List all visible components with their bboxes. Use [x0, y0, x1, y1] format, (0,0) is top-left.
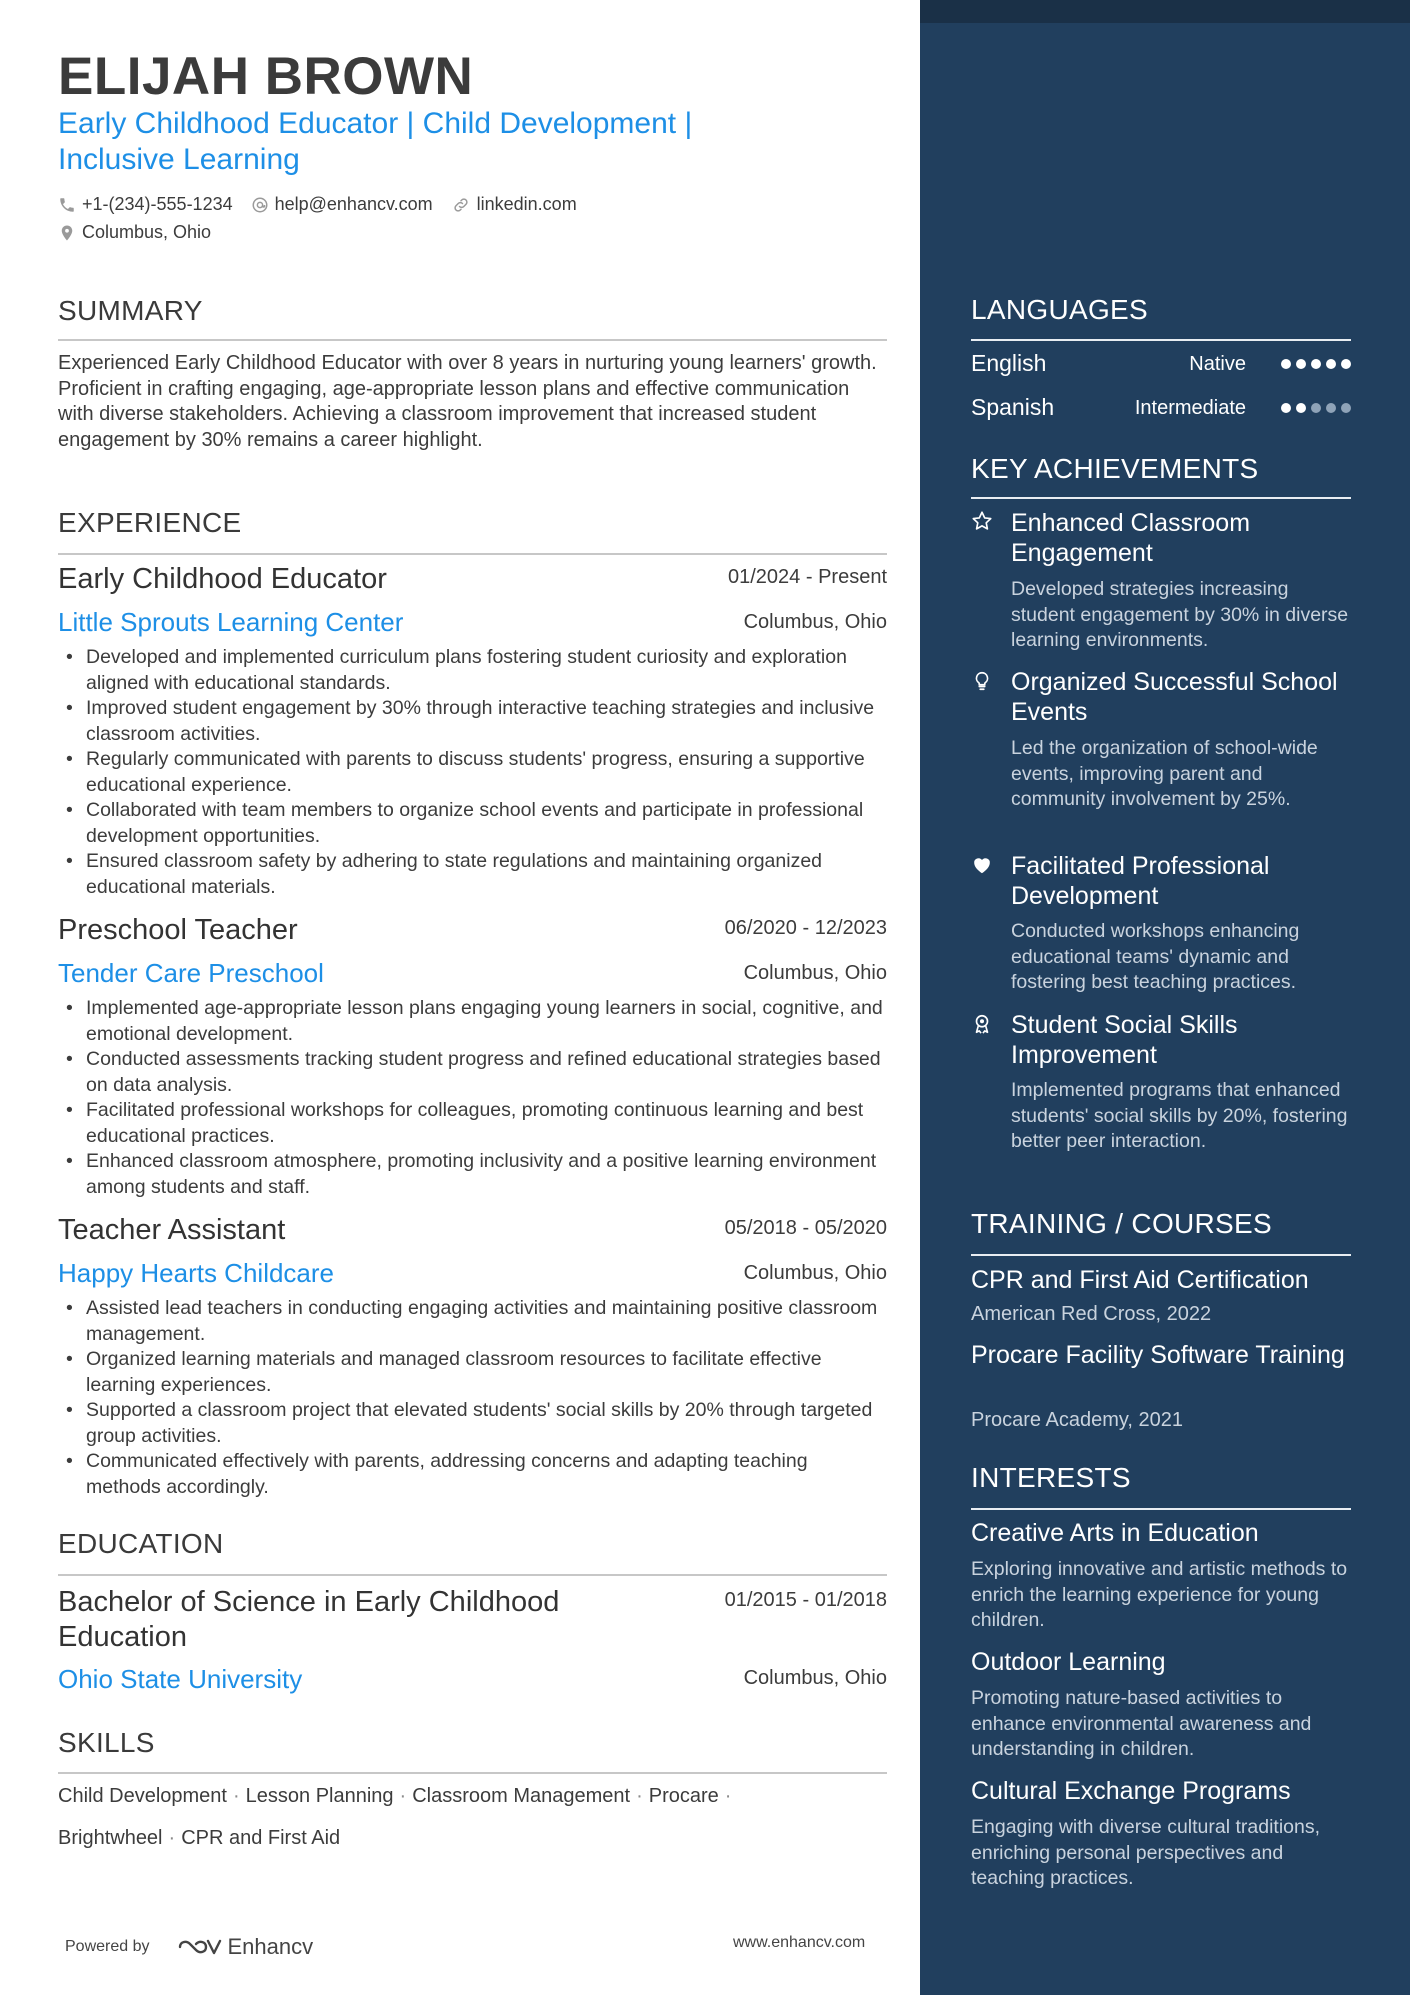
skill-item: Classroom Management [412, 1785, 631, 1807]
contact-phone [58, 194, 233, 215]
rating-dot [1296, 403, 1306, 413]
email-text[interactable]: help@enhancv.com [274, 194, 433, 214]
course-title: CPR and First Aid Certification [971, 1266, 1309, 1294]
course-provider: Procare Academy, 2021 [971, 1409, 1183, 1431]
bullet-item: • Enhanced classroom atmosphere, promoting inclusivity and a positive learning environment among students and staff. [86, 1149, 887, 1200]
rating-dot [1311, 359, 1321, 369]
bullet-item: • Conducted assessments tracking student progress and refined educational strategies based on data analysis. [86, 1047, 887, 1098]
company-name[interactable]: Little Sprouts Learning Center [58, 607, 404, 637]
job-location: Columbus, Ohio [743, 962, 887, 984]
skill-item: Procare [648, 1785, 719, 1807]
job-dates: 05/2018 - 05/2020 [724, 1217, 887, 1239]
language-name: Spanish [971, 394, 1055, 420]
at-icon [251, 196, 269, 214]
job-title: Teacher Assistant [58, 1214, 286, 1246]
bullet-item: • Assisted lead teachers in conducting engaging activities and maintaining positive classroom management. [86, 1296, 887, 1347]
link-icon [451, 196, 471, 214]
interests-divider [971, 1508, 1351, 1510]
rating-dot [1326, 403, 1336, 413]
achievements-title: KEY ACHIEVEMENTS [971, 453, 1259, 484]
interest-desc: Engaging with diverse cultural traditions, enriching personal perspectives and teaching practices. [971, 1816, 1321, 1889]
bullet-item: • Collaborated with team members to organize school events and participate in professional development opportunities. [86, 798, 887, 849]
skill-item: Lesson Planning [245, 1785, 394, 1807]
rating-dot [1311, 403, 1321, 413]
job-bullets [58, 1296, 887, 1500]
rating-dot [1281, 403, 1291, 413]
award-icon [971, 1012, 993, 1036]
rating-dot [1326, 359, 1336, 369]
rating-dot [1341, 359, 1351, 369]
skills-title: SKILLS [58, 1727, 155, 1758]
lightbulb-icon [971, 669, 993, 693]
summary-text: Experienced Early Childhood Educator with over 8 years in nurturing young learners' growth. Proficient in crafting engaging, age-appropriate lesson plans and effective communication with diverse stakeholders. Achieving a classroom improvement that increased student engagement by 30% remains a career highlight. [58, 352, 877, 451]
skills-list: Child Development · Lesson Planning · Classroom Management · Procare · Brightwheel · CPR and First Aid [58, 1785, 732, 1849]
skill-item: Brightwheel [58, 1827, 163, 1849]
experience-title: EXPERIENCE [58, 507, 242, 538]
course-title: Procare Facility Software Training [971, 1341, 1345, 1369]
education-divider [58, 1574, 887, 1576]
job-bullets [58, 996, 887, 1200]
bullet-item: • Improved student engagement by 30% through interactive teaching strategies and inclusive classroom activities. [86, 696, 887, 747]
bullet-item: • Facilitated professional workshops for colleagues, promoting continuous learning and best educational practices. [86, 1098, 887, 1149]
phone-text[interactable]: +1-(234)-555-1234 [82, 194, 233, 214]
language-name: English [971, 350, 1047, 376]
language-level: Native [1189, 353, 1246, 375]
contact-row [58, 194, 595, 215]
job-dates: 06/2020 - 12/2023 [724, 917, 887, 939]
bullet-item: • Ensured classroom safety by adhering to state regulations and maintaining organized educational materials. [86, 849, 887, 900]
interest-title: Outdoor Learning [971, 1648, 1166, 1676]
achievements-divider [971, 497, 1351, 499]
education-location: Columbus, Ohio [743, 1667, 887, 1689]
location-text: Columbus, Ohio [82, 222, 212, 242]
achievement-title: Organized Successful School Events [1011, 668, 1338, 726]
footer-powered [65, 1934, 313, 1960]
skill-item: CPR and First Aid [181, 1827, 341, 1849]
contact-linkedin [451, 194, 577, 215]
rating-dot [1341, 403, 1351, 413]
skills-divider [58, 1772, 887, 1774]
summary-divider [58, 339, 887, 341]
skill-item: Child Development [58, 1785, 227, 1807]
bullet-item: • Regularly communicated with parents to discuss students' progress, ensuring a supportive educational experience. [86, 747, 887, 798]
contact-email [251, 194, 433, 215]
job-title: Preschool Teacher [58, 914, 298, 946]
job-bullets [58, 645, 887, 900]
job-dates: 01/2024 - Present [728, 566, 887, 588]
achievement-title: Enhanced Classroom Engagement [1011, 509, 1251, 567]
language-level: Intermediate [1134, 397, 1246, 419]
achievement-desc: Implemented programs that enhanced students' social skills by 20%, fostering better peer interaction. [1011, 1079, 1348, 1152]
interest-desc: Promoting nature-based activities to enhance environmental awareness and understanding in children. [971, 1687, 1312, 1760]
headline: Early Childhood Educator | Child Development | Inclusive Learning [58, 107, 693, 176]
location-item [58, 222, 211, 243]
achievement-title: Facilitated Professional Development [1011, 852, 1270, 910]
languages-divider [971, 339, 1351, 341]
achievement-desc: Led the organization of school-wide events, improving parent and community involvement by 25%. [1011, 737, 1318, 810]
languages-title: LANGUAGES [971, 294, 1148, 325]
achievement-desc: Developed strategies increasing student engagement by 30% in diverse learning environments. [1011, 578, 1349, 651]
summary-title: SUMMARY [58, 295, 203, 326]
location-pin-icon [58, 224, 76, 242]
phone-icon [58, 196, 76, 214]
achievement-title: Student Social Skills Improvement [1011, 1011, 1238, 1069]
course-provider: American Red Cross, 2022 [971, 1303, 1212, 1325]
rating-dot [1281, 359, 1291, 369]
interest-desc: Exploring innovative and artistic methods to enrich the learning experience for young children. [971, 1558, 1348, 1631]
experience-divider [58, 553, 887, 555]
degree-title: Bachelor of Science in Early Childhood Education [58, 1586, 560, 1653]
interest-title: Creative Arts in Education [971, 1519, 1259, 1547]
bullet-item: • Supported a classroom project that elevated students' social skills by 20% through targeted group activities. [86, 1398, 887, 1449]
star-icon [971, 509, 993, 533]
interests-title: INTERESTS [971, 1462, 1131, 1493]
language-rating [1281, 359, 1351, 369]
job-title: Early Childhood Educator [58, 563, 387, 595]
linkedin-text[interactable]: linkedin.com [476, 194, 577, 214]
school-name[interactable]: Ohio State University [58, 1664, 303, 1694]
bullet-item: • Organized learning materials and managed classroom resources to facilitate effective learning experiences. [86, 1347, 887, 1398]
powered-by-label: Powered by [65, 1938, 150, 1955]
bullet-item: • Implemented age-appropriate lesson plans engaging young learners in social, cognitive, and emotional development. [86, 996, 887, 1047]
enhancv-logo-icon [176, 1935, 224, 1959]
language-rating [1281, 403, 1351, 413]
education-title: EDUCATION [58, 1528, 224, 1559]
heart-icon [971, 853, 993, 877]
contact-location [58, 222, 229, 243]
sidebar-top-band [920, 0, 1410, 23]
company-name[interactable]: Happy Hearts Childcare [58, 1258, 335, 1288]
footer-website[interactable]: www.enhancv.com [733, 1934, 866, 1951]
training-divider [971, 1254, 1351, 1256]
brand-name[interactable]: Enhancv [227, 1934, 314, 1959]
job-location: Columbus, Ohio [743, 1262, 887, 1284]
rating-dot [1296, 359, 1306, 369]
company-name[interactable]: Tender Care Preschool [58, 958, 324, 988]
interest-title: Cultural Exchange Programs [971, 1777, 1291, 1805]
training-title: TRAINING / COURSES [971, 1208, 1272, 1239]
education-dates: 01/2015 - 01/2018 [724, 1589, 887, 1611]
candidate-name: ELIJAH BROWN [58, 47, 474, 106]
bullet-item: • Communicated effectively with parents, addressing concerns and adapting teaching methods accordingly. [86, 1449, 887, 1500]
achievement-desc: Conducted workshops enhancing educational teams' dynamic and fostering best teaching practices. [1011, 920, 1300, 993]
job-location: Columbus, Ohio [743, 611, 887, 633]
bullet-item: • Developed and implemented curriculum plans fostering student curiosity and exploration aligned with educational standards. [86, 645, 887, 696]
